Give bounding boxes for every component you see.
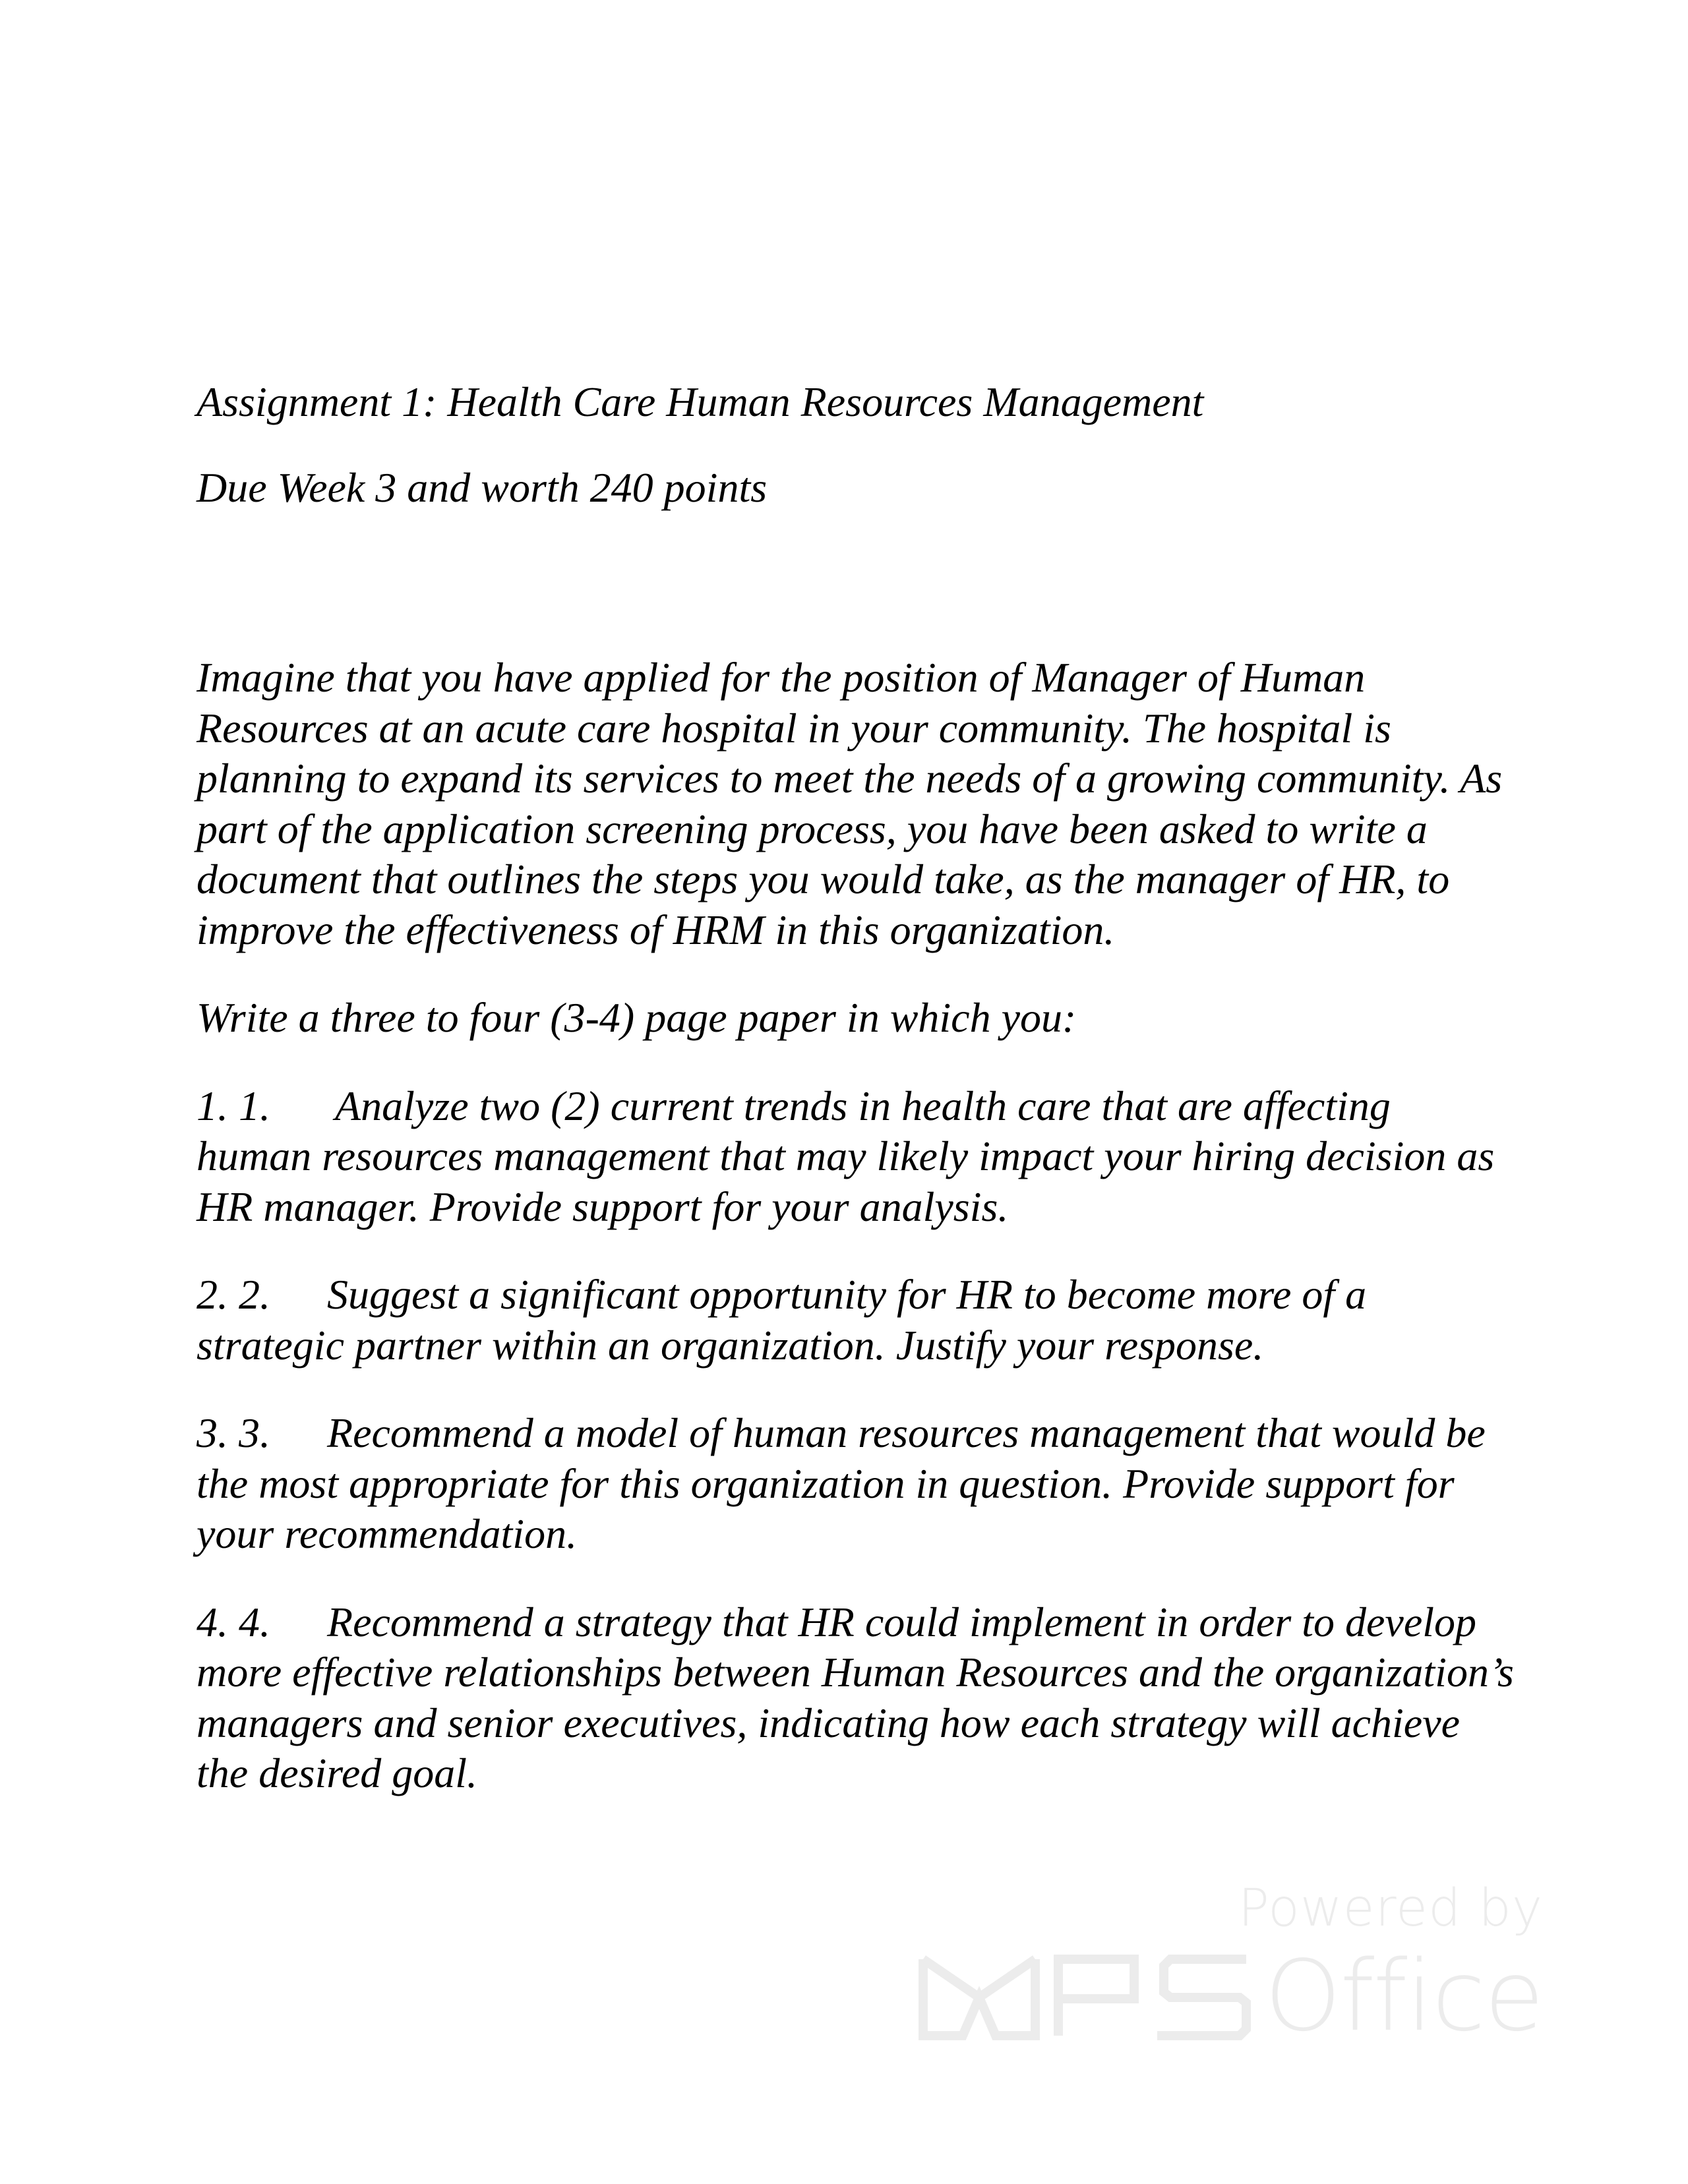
list-item-text: Suggest a significant opportunity for HR to become more of a strategic partner within an organization. Justify your response. xyxy=(196,1271,1367,1369)
document-body xyxy=(196,376,1515,1837)
watermark-office-text: Office xyxy=(1264,1939,1543,2053)
list-item-number: 3. 3. xyxy=(196,1409,270,1456)
intro-paragraph: Imagine that you have applied for the position of Manager of Human Resources at an acute care hospital in your community. The hospital is planning to expand its services to meet the needs of a growing community. As part of the application screening process, you have been asked to write a document that outlines the steps you would take, as the manager of HR, to improve the effectiveness of HRM in this organization. xyxy=(196,654,1503,953)
list-item-text: Recommend a strategy that HR could implement in order to develop more effective relationships between Human Resources and the organization’s managers and senior executives, indicating how each strategy will achieve the desired goal. xyxy=(196,1598,1514,1796)
list-item-text: Recommend a model of human resources management that would be the most appropriate for this organization in question. Provide support for your recommendation. xyxy=(196,1409,1486,1557)
list-item xyxy=(196,1408,1515,1560)
list-item-number: 2. 2. xyxy=(196,1271,270,1318)
list-item xyxy=(196,1597,1515,1799)
list-item xyxy=(196,1081,1515,1233)
list-item-number: 4. 4. xyxy=(196,1598,270,1645)
due-date-line: Due Week 3 and worth 240 points xyxy=(196,464,768,511)
watermark-powered-by: Powered by xyxy=(1238,1879,1543,1938)
wps-office-watermark xyxy=(917,1879,1543,2053)
list-item xyxy=(196,1270,1515,1371)
list-item-number: 1. 1. xyxy=(196,1082,270,1129)
assignment-title: Assignment 1: Health Care Human Resources Management xyxy=(196,378,1204,425)
list-item-text: Analyze two (2) current trends in health care that are affecting human resources management that may likely impact your hiring decision as HR manager. Provide support for your analysis. xyxy=(196,1082,1495,1230)
wps-logo-icon xyxy=(917,1951,1259,2044)
instruction-line: Write a three to four (3-4) page paper in which you: xyxy=(196,994,1077,1041)
